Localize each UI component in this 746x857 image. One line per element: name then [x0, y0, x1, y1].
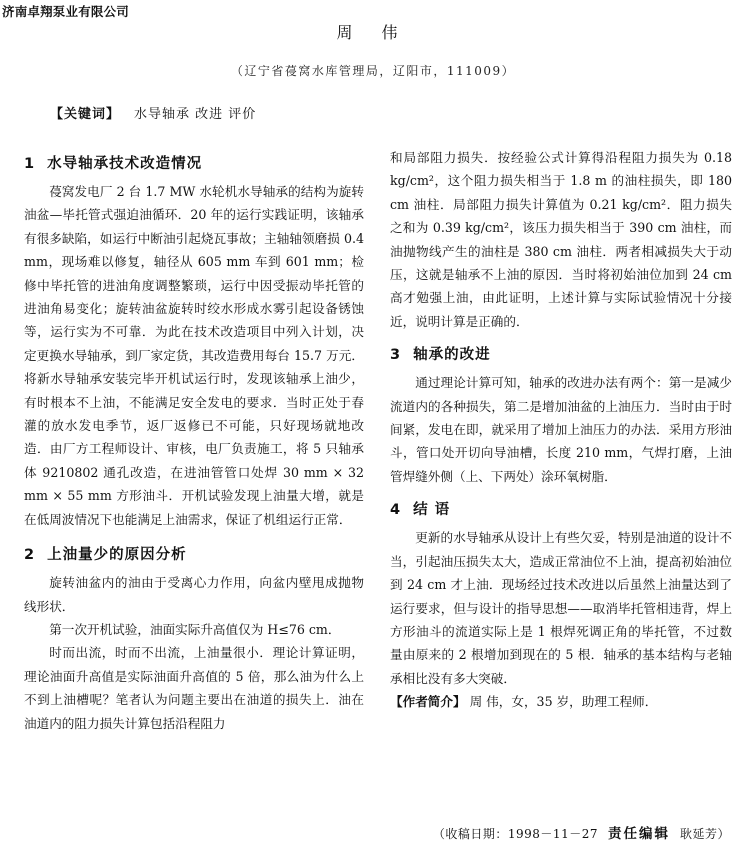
- section-1-heading: [24, 150, 364, 178]
- section-4-heading: [390, 496, 732, 524]
- company-watermark: 济南卓翔泵业有限公司: [2, 4, 130, 19]
- section-4-number: 4: [390, 502, 402, 519]
- author-affiliation: （辽宁省葠窝水库管理局，辽阳市，111009）: [230, 64, 516, 78]
- section-2-paragraph-3: 时而出流，时而不出流，上油量很小．理论计算证明，理论油面升高值是实际油面升高值的 5 倍，那么油为什么上不到上油槽呢？笔者认为问题主要出在油道的损失上．油在油道内的阻力损失计算包括沿程阻力: [24, 645, 364, 731]
- section-1-paragraph: 葠窝发电厂 2 台 1.7 MW 水轮机水导轴承的结构为旋转油盆—毕托管式强迫油循环．20 年的运行实践证明，该轴承有很多缺陷，如运行中断油引起烧瓦事故；主轴轴领磨损 0.4 mm，现场难以修复，轴径从 605 mm 车到 601 mm；检修中毕托管的进油角度调整繁琐，运行中因受振动毕托管的进油角易变化；旋转油盆旋转时绞水形成水雾引起设备锈蚀等，运行实为不可靠．为此在技术改造项目中列入计划，决定更换水导轴承，到厂家定货，其改造费用每台 15.7 万元．将新水导轴承安装完毕开机试运行时，发现该轴承上油少，有时根本不上油，不能满足安全发电的要求．当时正处于春灌的放水发电季节，返厂返修已不可能，只好现场就地改造．由厂方工程师设计、审核，电厂负责施工，将 5 只轴承体 9210802 通孔改造，在进油管管口处焊 30 mm × 32 mm × 55 mm 方形油斗．开机试验发现上油量大增，就是在低周波情况下也能满足上油需求，保证了机组运行正常．: [24, 184, 364, 527]
- author-intro: [390, 690, 732, 713]
- keywords-text: 水导轴承 改进 评价: [134, 107, 257, 122]
- section-3-title: 轴承的改进: [413, 347, 491, 364]
- section-2-number: 2: [24, 547, 36, 564]
- received-date: （收稿日期：1998－11－27: [432, 827, 598, 841]
- section-4-paragraph: 更新的水导轴承从设计上有些欠妥，特别是油道的设计不当，引起油压损失太大，造成正常油位不上油，提高初始油位到 24 cm 才上油．现场经过技术改进以后虽然上油量达到了运行要求，但与设计的指导思想——取消毕托管相违背，焊上方形油斗的流道实际上是 1 根焊死调正角的毕托管，不过数量由原来的 2 根增加到现在的 5 根．轴承的基本结构与老轴承相比没有多大突破．: [390, 530, 732, 686]
- section-2-paragraph-3-continued: 和局部阻力损失．按经验公式计算得沿程阻力损失为 0.18 kg/cm²，这个阻力损失相当于 1.8 m 的油柱损失，即 180 cm 油柱．局部阻力损失计算值为 0.21 kg/cm²．阻力损失之和为 0.39 kg/cm²，该压力损失相当于 390 cm 油柱，而油抛物线产生的油柱是 380 cm 油柱．两者相减损失大于动压，这就是轴承不上油的原因．当时将初始油位加到 24 cm 高才勉强上油，由此证明，上述计算与实际试验情况十分接近，说明计算是正确的．: [390, 150, 732, 329]
- right-column: [390, 146, 732, 714]
- section-4-title: 结 语: [413, 502, 451, 519]
- section-2-heading: [24, 541, 364, 569]
- section-3-number: 3: [390, 347, 402, 364]
- editor-label: 责任编辑: [607, 826, 670, 842]
- author-intro-text: 周 伟，女，35 岁，助理工程师．: [469, 694, 658, 710]
- footer-line: [433, 822, 730, 842]
- keywords-label: 【关键词】: [50, 107, 121, 122]
- keywords-line: [50, 103, 256, 122]
- section-2-title: 上油量少的原因分析: [47, 547, 187, 564]
- author-name: 周 伟: [336, 23, 410, 42]
- section-1-title: 水导轴承技术改造情况: [47, 156, 203, 172]
- section-3-paragraph: 通过理论计算可知，轴承的改进办法有两个：第一是减少流道内的各种损失，第二是增加油盆的上油压力．当时由于时间紧，发电在即，就采用了增加上油压力的办法．采用方形油斗，管口处开切向导油槽，长度 210 mm，气焊打磨，上油管焊缝外侧（上、下两处）涂环氧树脂．: [390, 375, 732, 484]
- section-2-paragraph-1: 旋转油盆内的油由于受离心力作用，向盆内壁甩成抛物线形状．: [24, 575, 364, 614]
- left-column: [24, 150, 364, 735]
- section-3-heading: [390, 341, 732, 369]
- section-2-paragraph-2: 第一次开机试验，油面实际升高值仅为 H≤76 cm．: [49, 621, 341, 637]
- editor-name: 耿延芳）: [679, 827, 730, 841]
- author-intro-label: 【作者简介】: [390, 694, 466, 710]
- section-1-number: 1: [24, 156, 36, 172]
